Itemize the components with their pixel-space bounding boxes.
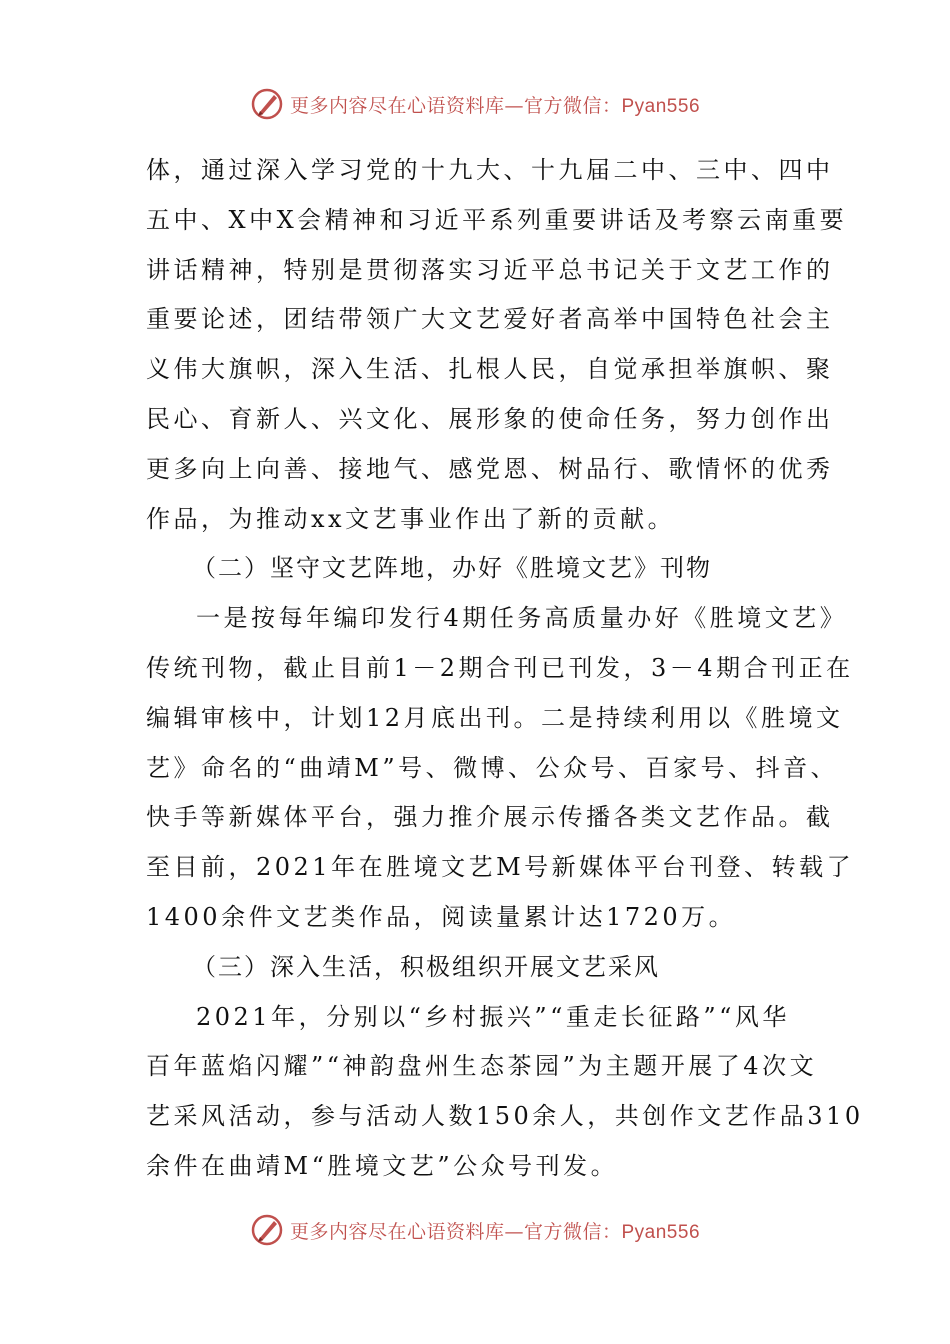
body-line: 余件在曲靖M“胜境文艺”公众号刊发。 xyxy=(146,1151,619,1180)
body-line: 民心、育新人、兴文化、展形象的使命任务，努力创作出 xyxy=(146,404,834,433)
body-line: 百年蓝焰闪耀”“神韵盘州生态茶园”为主题开展了4次文 xyxy=(146,1052,818,1081)
watermark-text: 更多内容尽在心语资料库—官方微信：Pyan556 xyxy=(289,94,701,117)
body-line: 五中、X中X会精神和习近平系列重要讲话及考察云南重要 xyxy=(146,205,848,234)
body-line: 2021年，分别以“乡村振兴”“重走长征路”“风华 xyxy=(196,1002,790,1031)
wechat-id: Pyan556 xyxy=(621,1221,701,1243)
footer-watermark xyxy=(0,1210,950,1250)
body-line: 作品，为推动xx文艺事业作出了新的贡献。 xyxy=(146,504,676,533)
body-line: 至目前，2021年在胜境文艺M号新媒体平台刊登、转载了 xyxy=(146,853,855,882)
body-line: 义伟大旗帜，深入生活、扎根人民，自觉承担举旗帜、聚 xyxy=(146,355,834,384)
watermark-text: 更多内容尽在心语资料库—官方微信：Pyan556 xyxy=(289,1220,701,1243)
body-line: 艺采风活动，参与活动人数150余人，共创作文艺作品310 xyxy=(146,1102,864,1131)
body-line: 1400余件文艺类作品，阅读量累计达1720万。 xyxy=(146,902,737,931)
body-line: 传统刊物，截止目前1－2期合刊已刊发，3－4期合刊正在 xyxy=(146,653,854,682)
pen-circle-logo-icon xyxy=(250,87,284,121)
body-line: 重要论述，团结带领广大文艺爱好者高举中国特色社会主 xyxy=(146,305,834,334)
document-body xyxy=(146,146,864,1192)
body-line: 体，通过深入学习党的十九大、十九届二中、三中、四中 xyxy=(146,156,834,184)
header-watermark xyxy=(0,84,950,124)
pen-circle-logo-icon xyxy=(250,1213,284,1247)
section-heading: （二）坚守文艺阵地，办好《胜境文艺》刊物 xyxy=(192,554,712,583)
section-heading: （三）深入生活，积极组织开展文艺采风 xyxy=(192,952,660,981)
wechat-id: Pyan556 xyxy=(621,95,701,117)
body-line: 编辑审核中，计划12月底出刊。二是持续利用以《胜境文 xyxy=(146,703,844,732)
body-line: 艺》命名的“曲靖M”号、微博、公众号、百家号、抖音、 xyxy=(146,753,839,782)
body-line: 快手等新媒体平台，强力推介展示传播各类文艺作品。截 xyxy=(146,803,834,832)
body-line: 更多向上向善、接地气、感党恩、树品行、歌情怀的优秀 xyxy=(146,454,834,483)
body-line: 一是按每年编印发行4期任务高质量办好《胜境文艺》 xyxy=(196,604,848,633)
body-line: 讲话精神，特别是贯彻落实习近平总书记关于文艺工作的 xyxy=(146,255,834,284)
